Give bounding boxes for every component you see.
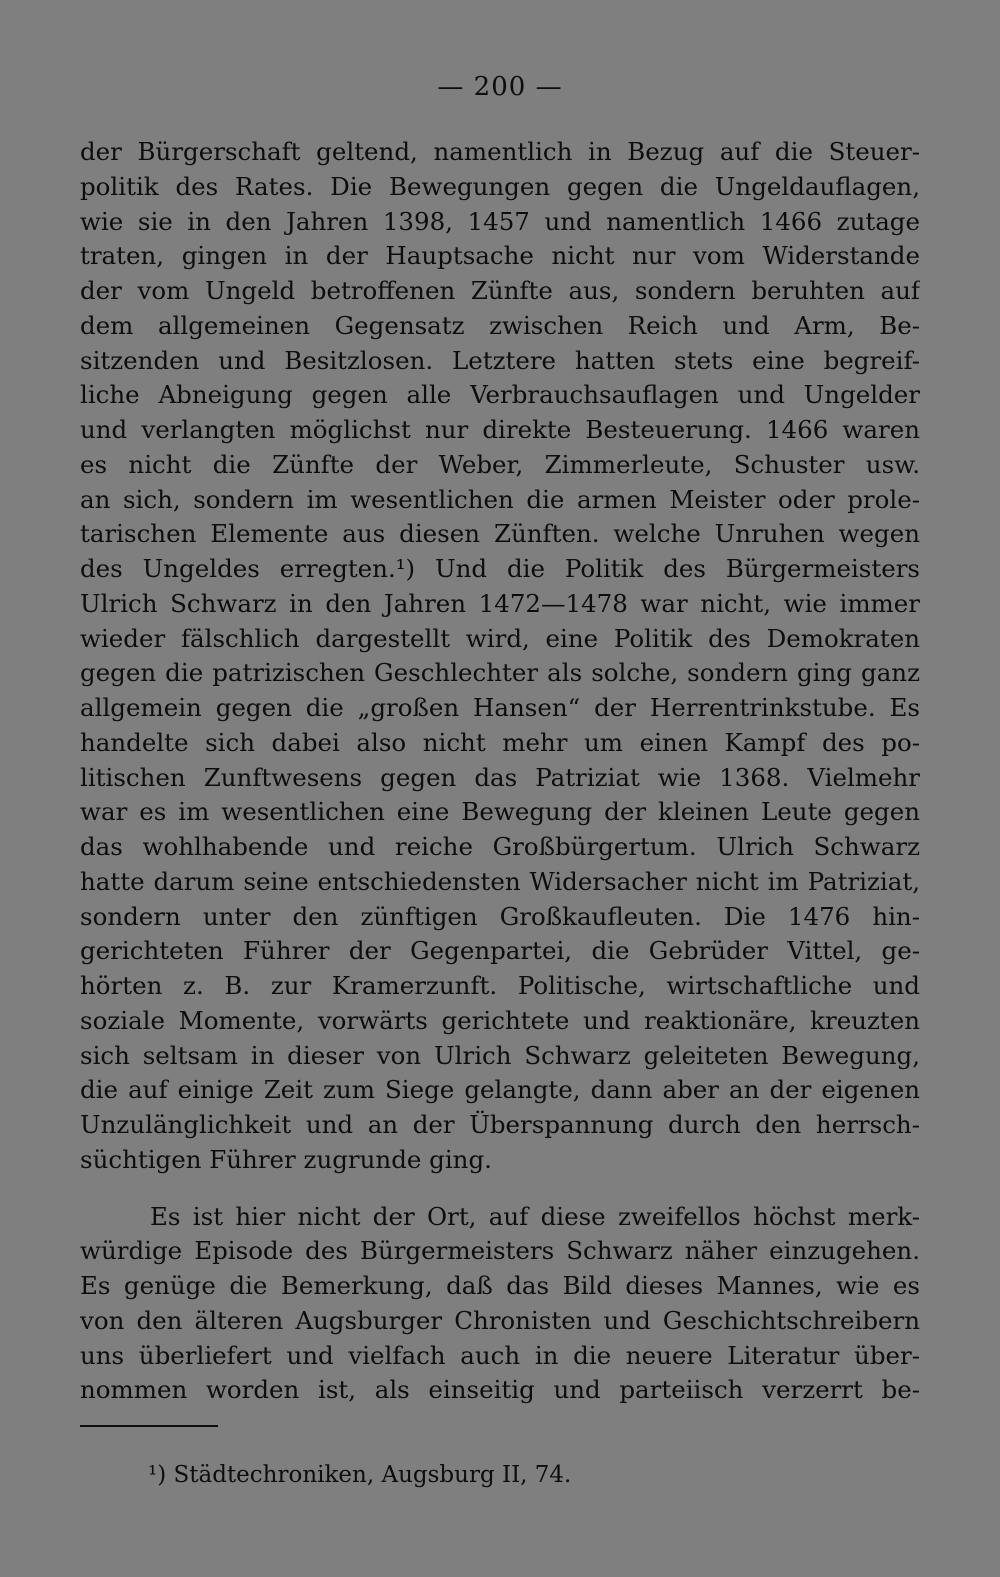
text-line: der Bürgerschaft geltend, namentlich in Bezug auf die Steuer- (80, 137, 920, 166)
text-line: liche Abneigung gegen alle Verbrauchsauflagen und Ungelder (80, 380, 920, 410)
text-line: gerichteten Führer der Gegenpartei, die Gebrüder Vittel, ge- (80, 936, 920, 966)
text-line: hatte darum seine entschiedensten Widersacher nicht im Patriziat, (80, 866, 920, 896)
footnote-rule (80, 1425, 218, 1427)
text-line: tarischen Elemente aus diesen Zünften. welche Unruhen wegen (80, 519, 920, 549)
text-line: nommen worden ist, als einseitig und parteiisch verzerrt be- (80, 1375, 920, 1405)
text-line: das wohlhabende und reiche Großbürgertum. Ulrich Schwarz (80, 832, 920, 861)
text-line: wieder fälschlich dargestellt wird, eine Politik des Demokraten (80, 623, 920, 653)
text-line: soziale Momente, vorwärts gerichtete und reaktionäre, kreuzten (80, 1005, 920, 1035)
text-line: litischen Zunftwesens gegen das Patriziat wie 1368. Vielmehr (80, 762, 920, 792)
footnote: ¹) Städtechroniken, Augsburg II, 74. (148, 1462, 572, 1488)
text-line: gegen die patrizischen Geschlechter als solche, sondern ging ganz (80, 658, 920, 688)
text-line: Unzulänglichkeit und an der Überspannung durch den herrsch- (80, 1110, 920, 1139)
text-line: handelte sich dabei also nicht mehr um einen Kampf des po- (80, 727, 920, 757)
text-line: von den älteren Augsburger Chronisten und Geschichtschreibern (80, 1305, 920, 1335)
text-line: sondern unter den zünftigen Großkaufleuten. Die 1476 hin- (80, 901, 920, 931)
page-number: — 200 — (437, 72, 563, 102)
text-line: die auf einige Zeit zum Siege gelangte, dann aber an der eigenen (80, 1075, 920, 1105)
text-line: dem allgemeinen Gegensatz zwischen Reich und Arm, Be- (80, 310, 920, 340)
text-line: an sich, sondern im wesentlichen die armen Meister oder prole- (80, 484, 920, 514)
text-line: traten, gingen in der Hauptsache nicht nur vom Widerstande (80, 241, 920, 271)
text-line: uns überliefert und vielfach auch in die neuere Literatur über- (80, 1340, 920, 1370)
text-line: sich seltsam in dieser von Ulrich Schwarz geleiteten Bewegung, (80, 1040, 920, 1070)
text-line: politik des Rates. Die Bewegungen gegen die Ungeldauflagen, (80, 171, 920, 201)
text-line: und verlangten möglichst nur direkte Besteuerung. 1466 waren (80, 415, 920, 444)
text-line: sitzenden und Besitzlosen. Letztere hatten stets eine begreif- (80, 345, 920, 375)
text-line: hörten z. B. zur Kramerzunft. Politische, wirtschaftliche und (80, 971, 920, 1000)
text-line: der vom Ungeld betroffenen Zünfte aus, sondern beruhten auf (80, 276, 920, 305)
text-line: wie sie in den Jahren 1398, 1457 und namentlich 1466 zutage (80, 206, 920, 236)
text-line: Ulrich Schwarz in den Jahren 1472—1478 war nicht, wie immer (80, 588, 920, 618)
text-line: Es ist hier nicht der Ort, auf diese zweifellos höchst merk- (150, 1201, 920, 1231)
text-line: würdige Episode des Bürgermeisters Schwarz näher einzugehen. (80, 1236, 920, 1266)
text-line: war es im wesentlichen eine Bewegung der kleinen Leute gegen (80, 797, 920, 827)
text-line: des Ungeldes erregten.¹) Und die Politik des Bürgermeisters (80, 554, 920, 583)
text-line: süchtigen Führer zugrunde ging. (80, 1144, 492, 1174)
text-line: es nicht die Zünfte der Weber, Zimmerleute, Schuster usw. (80, 449, 920, 479)
text-line: Es genüge die Bemerkung, daß das Bild dieses Mannes, wie es (80, 1271, 920, 1300)
text-line: allgemein gegen die „großen Hansen“ der Herrentrinkstube. Es (80, 693, 920, 722)
